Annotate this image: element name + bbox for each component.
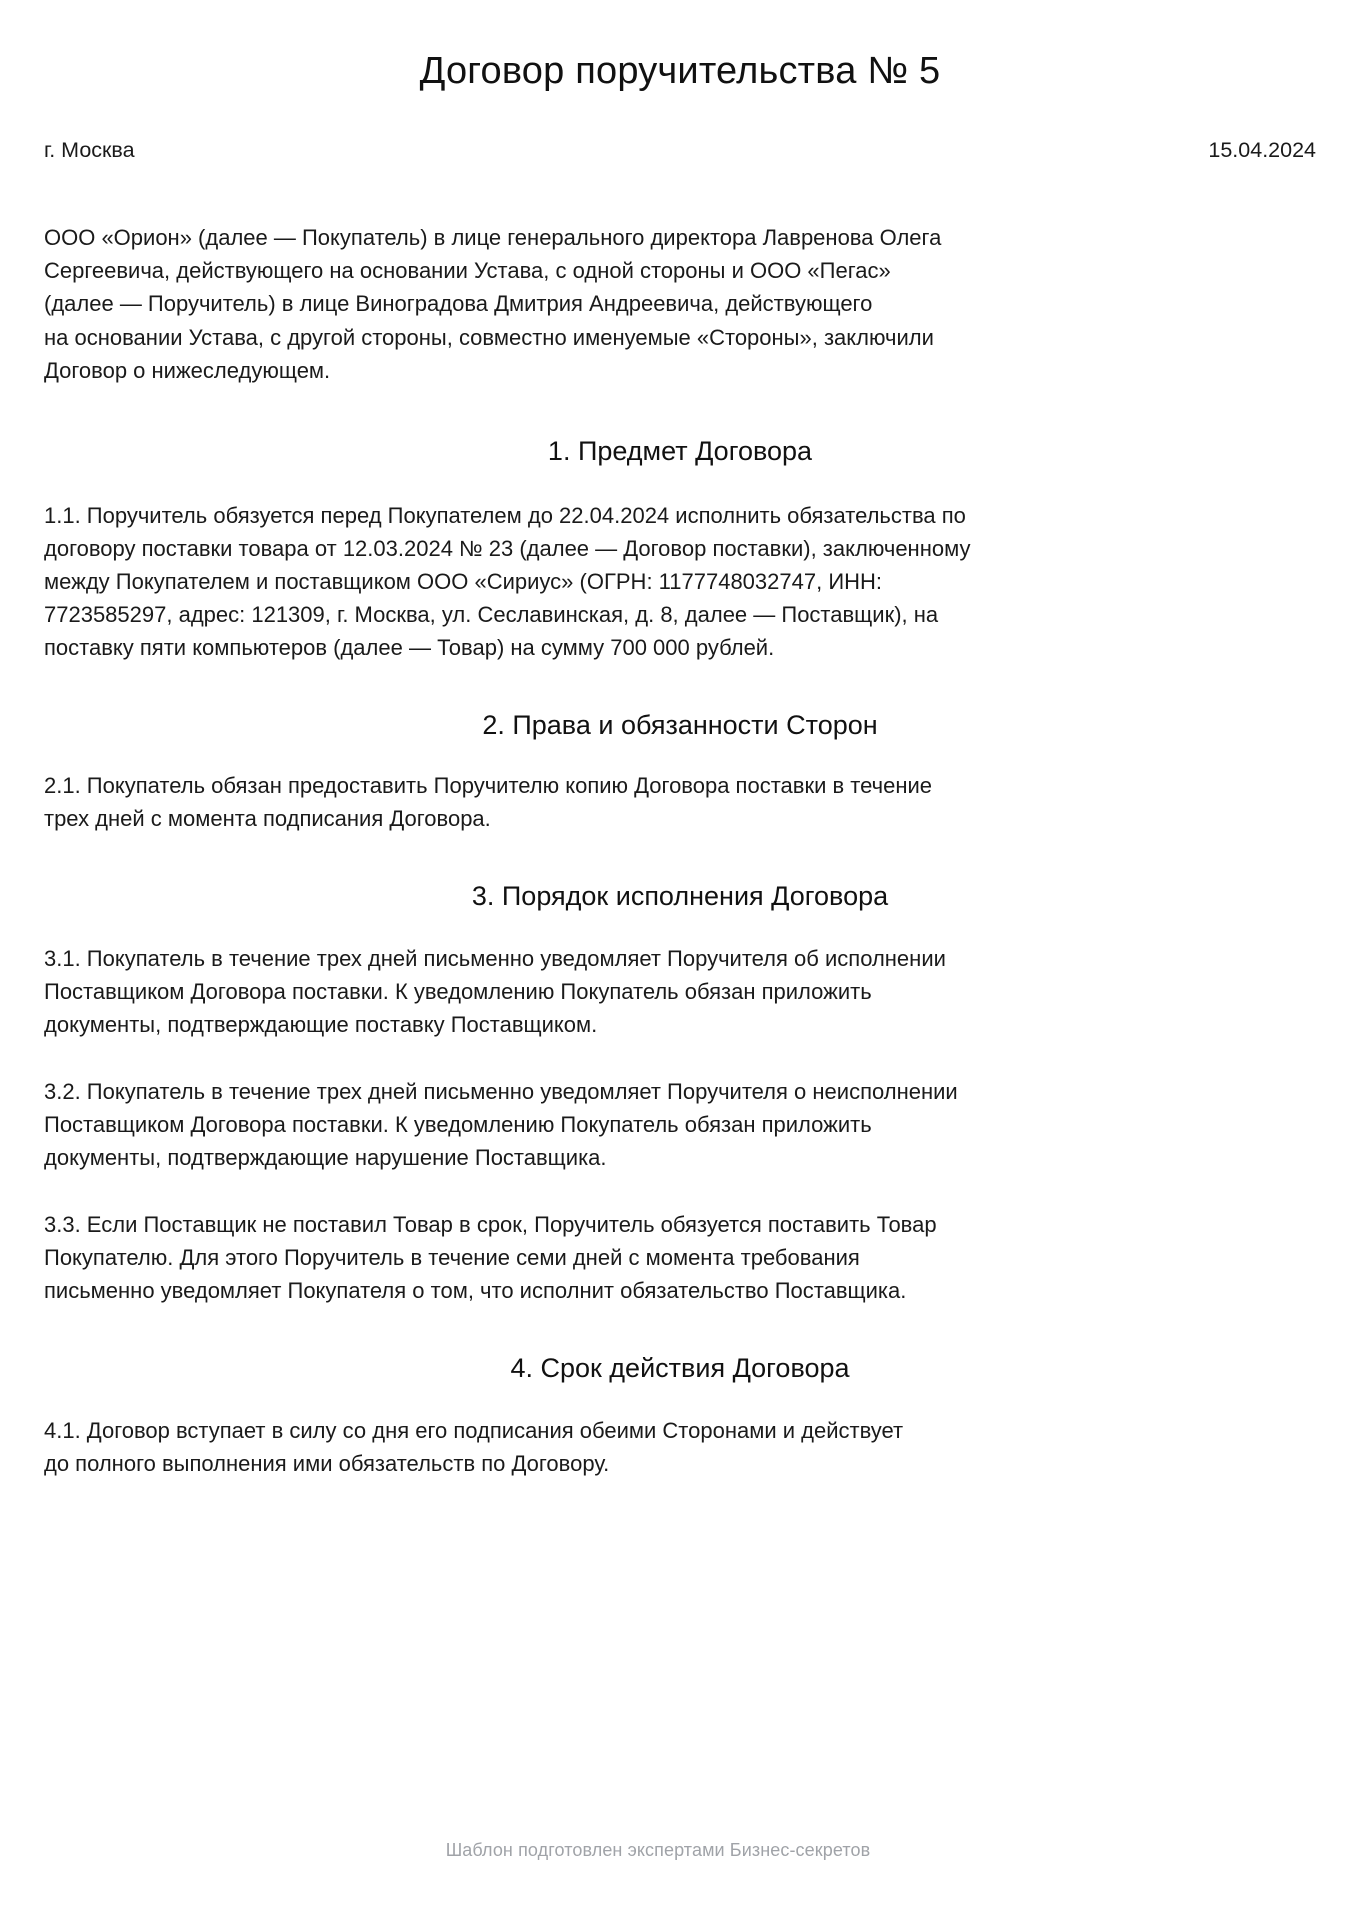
clause-4-1 xyxy=(42,1414,1318,1480)
clause-line: Поставщиком Договора поставки. К уведомлению Покупатель обязан приложить xyxy=(44,978,872,1004)
section-heading-4: 4. Срок действия Договора xyxy=(510,1352,850,1383)
intro-paragraph xyxy=(42,221,1318,388)
clause-line: между Покупателем и поставщиком ООО «Сириус» (ОГРН: 1177748032747, ИНН: xyxy=(44,568,883,594)
section-heading-1: 1. Предмет Договора xyxy=(547,435,813,466)
clause-line: 7723585297, адрес: 121309, г. Москва, ул. Сеславинская, д. 8, далее — Поставщик), на xyxy=(44,601,939,627)
clause-line: 1.1. Поручитель обязуется перед Покупателем до 22.04.2024 исполнить обязательства по xyxy=(44,502,966,528)
intro-line: Сергеевича, действующего на основании Устава, с одной стороны и ООО «Пегас» xyxy=(44,257,891,283)
clause-line: 4.1. Договор вступает в силу со дня его подписания обеими Сторонами и действует xyxy=(44,1418,904,1444)
page-title: Договор поручительства № 5 xyxy=(419,50,941,92)
intro-line: (далее — Поручитель) в лице Виноградова Дмитрия Андреевича, действующего xyxy=(44,291,873,317)
intro-line: на основании Устава, с другой стороны, совместно именуемые «Стороны», заключили xyxy=(44,324,934,350)
footer-note: Шаблон подготовлен экспертами Бизнес-секретов xyxy=(445,1840,871,1860)
document-date: 15.04.2024 xyxy=(1208,137,1316,162)
clause-line: 3.1. Покупатель в течение трех дней письменно уведомляет Поручителя об исполнении xyxy=(44,945,946,971)
clause-3-1 xyxy=(42,942,1318,1041)
clause-line: документы, подтверждающие поставку Поставщиком. xyxy=(44,1011,598,1037)
clause-line: Поставщиком Договора поставки. К уведомлению Покупатель обязан приложить xyxy=(44,1111,872,1137)
clause-1-1 xyxy=(42,499,1318,664)
clause-line: 3.3. Если Поставщик не поставил Товар в срок, Поручитель обязуется поставить Товар xyxy=(44,1211,937,1237)
intro-line: Договор о нижеследующем. xyxy=(44,358,331,384)
intro-line: ООО «Орион» (далее — Покупатель) в лице генерального директора Лавренова Олега xyxy=(44,224,942,250)
clause-line: договору поставки товара от 12.03.2024 № 23 (далее — Договор поставки), заключенному xyxy=(44,535,971,561)
clause-line: до полного выполнения ими обязательств по Договору. xyxy=(44,1451,610,1477)
document-city: г. Москва xyxy=(44,137,135,162)
clause-line: 2.1. Покупатель обязан предоставить Поручителю копию Договора поставки в течение xyxy=(44,772,932,798)
document-meta xyxy=(42,138,1318,163)
clause-line: 3.2. Покупатель в течение трех дней письменно уведомляет Поручителя о неисполнении xyxy=(44,1078,958,1104)
clause-line: Покупателю. Для этого Поручитель в течение семи дней с момента требования xyxy=(44,1244,860,1270)
clause-line: письменно уведомляет Покупателя о том, что исполнит обязательство Поставщика. xyxy=(44,1277,907,1303)
clause-line: трех дней с момента подписания Договора. xyxy=(44,805,491,831)
section-heading-3: 3. Порядок исполнения Договора xyxy=(471,880,889,911)
clause-3-2 xyxy=(42,1075,1318,1174)
clause-line: документы, подтверждающие нарушение Поставщика. xyxy=(44,1144,607,1170)
clause-2-1 xyxy=(42,769,1318,835)
clause-line: поставку пяти компьютеров (далее — Товар) на сумму 700 000 рублей. xyxy=(44,634,775,660)
section-heading-2: 2. Права и обязанности Сторон xyxy=(482,709,878,740)
clause-3-3 xyxy=(42,1208,1318,1307)
